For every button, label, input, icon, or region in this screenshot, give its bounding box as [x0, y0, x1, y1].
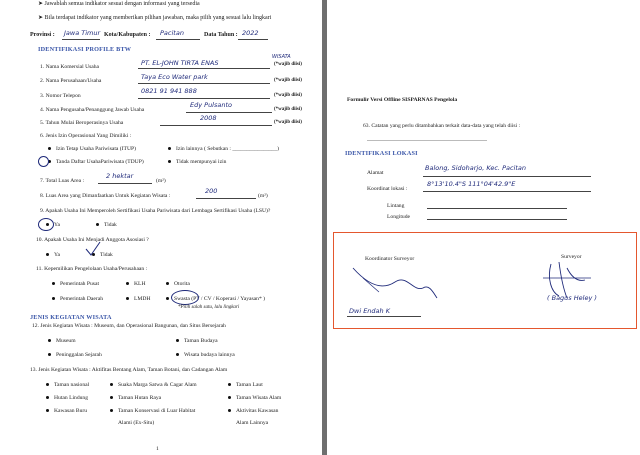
- bujur-label: Longitude: [387, 214, 410, 220]
- section-profile-title: IDENTIFIKASI PROFILE BTW: [38, 46, 132, 53]
- alamat-label: Alamat: [367, 170, 384, 176]
- provinsi-label: Provinsi :: [30, 32, 55, 38]
- instruction-bullet-2: ➤ Bila terdapat indikator yang memberikan pilihan jawaban, maka pilih yang sesuai lalu lingkari: [38, 15, 272, 21]
- q13-c1-3: Kawasan Buru: [46, 408, 87, 414]
- q6-option-4: Tidak mempunyai izin: [168, 159, 226, 165]
- q63-label: 63. Catatan yang perlu ditambahkan terkait data-data yang telah diisi :: [363, 123, 521, 129]
- q13-c1-2: Hutan Lindung: [46, 395, 88, 401]
- q11-option-6: Swasta (PT / CV / Koperasi / Yayasan* ): [166, 296, 265, 302]
- surveyor-label: Surveyor: [561, 254, 582, 260]
- q11-selected-circle: [171, 290, 199, 305]
- q6-option-2: Izin lainnya ( Sebutkan : ________________): [168, 146, 279, 152]
- item-5-value: 2008: [200, 114, 217, 122]
- q7-label: 7. Total Luas Area :: [40, 178, 85, 184]
- q13-c2-1: Suaka Marga Satwa & Cagar Alam: [110, 382, 197, 388]
- alamat-value: Balong, Sidoharjo, Kec. Pacitan: [425, 164, 526, 172]
- item-1-note: (*wajib diisi): [274, 62, 302, 67]
- q10-option-ya: Ya: [46, 252, 60, 258]
- q6-option-1: Izin Tetap Usaha Pariwisata (ITUP): [48, 146, 136, 152]
- q6-selected-circle: [38, 156, 49, 167]
- q9-option-ya: Ya: [46, 222, 60, 228]
- q11-option-3: Otorita: [166, 281, 190, 287]
- q10-label: 10. Apakah Usaha Ini Menjadi Anggota Asosiasi ?: [36, 237, 149, 243]
- coordinator-signature: [349, 262, 439, 308]
- kota-value: Pacitan: [160, 29, 184, 37]
- q8-unit: (m²): [258, 193, 268, 199]
- q10-check-mark: [84, 240, 102, 258]
- surveyor-name: ( Bagus Heley ): [547, 294, 597, 302]
- q12-option-2: Taman Budaya: [176, 338, 218, 344]
- item-2-value: Taya Eco Water park: [141, 73, 208, 81]
- q8-label: 8. Luas Area yang Dimanfaatkan Untuk Kegiatan Wisata :: [40, 193, 171, 199]
- item-5-label: 5. Tahun Mulai Beroperasinya Usaha: [40, 120, 124, 126]
- item-3-value: 0821 91 941 888: [141, 87, 197, 95]
- koordinat-value: 8°13'10.4"S 111°04'42.9"E: [427, 180, 516, 188]
- provinsi-value: Jawa Timur: [64, 29, 101, 37]
- q10-option-tidak: Tidak: [92, 252, 113, 258]
- coordinator-name: Dwi Endah K: [349, 307, 390, 315]
- q13-c3-extra: Alam Lainnya: [236, 420, 269, 426]
- page-number: 1: [156, 446, 159, 452]
- item-4-value: Edy Pulsanto: [190, 101, 233, 109]
- q11-note: *Pilih salah satu, lalu lingkari: [178, 305, 240, 310]
- q9-option-tidak: Tidak: [96, 222, 117, 228]
- item-4-label: 4. Nama Pengusaha/Penanggung Jawab Usaha: [40, 107, 145, 113]
- q11-label: 11. Kepemilikan Pengelolaan Usaha/Perusahaan :: [36, 266, 148, 272]
- q9-label: 9. Apakah Usaha Ini Memperoleh Sertifikasi Usaha Pariwisata dari Lembaga Sertifikasi Usaha (LSU)?: [40, 208, 271, 214]
- tahun-label: Data Tahun :: [204, 32, 238, 38]
- item-1-label: 1. Nama Komersial Usaha: [40, 64, 100, 70]
- q13-c2-extra: Alami (Ex-Situ): [118, 420, 155, 426]
- q7-unit: (m²): [156, 178, 166, 184]
- q11-option-5: LMDH: [126, 296, 150, 302]
- section-activity-title: JENIS KEGIATAN WISATA: [30, 314, 112, 321]
- item-5-note: (*wajib diisi): [274, 120, 302, 125]
- q11-option-1: Pemerintah Pusat: [52, 281, 99, 287]
- q6-label: 6. Jenis Izin Operasional Yang Dimiliki :: [40, 133, 132, 139]
- q7-value: 2 hektar: [106, 172, 134, 180]
- koordinat-label: Koordinat lokasi :: [367, 186, 408, 192]
- tahun-value: 2022: [242, 29, 259, 37]
- q13-label: 13. Jenis Kegiatan Wisata : Aktifitas Bentang Alam, Taman Botani, dan Cadangan Alam: [30, 367, 228, 373]
- instruction-bullet-1: ➤ Jawablah semua indikator sesuai dengan informasi yang tersedia: [38, 1, 200, 7]
- item-3-note: (*wajib diisi): [274, 93, 302, 98]
- item-4-note: (*wajib diisi): [274, 107, 302, 112]
- item-3-label: 3. Nomor Telepon: [40, 93, 81, 99]
- q12-option-1: Museum: [48, 338, 76, 344]
- q13-c3-1: Taman Laut: [228, 382, 263, 388]
- q6-option-3: Tanda Daftar UsahaPariwisata (TDUP): [48, 159, 144, 165]
- q13-c3-3: Aktivitas Kawasan: [228, 408, 278, 414]
- lintang-label: Lintang: [387, 203, 405, 209]
- q12-option-4: Wisata budaya lainnya: [176, 352, 235, 358]
- item-2-label: 2. Nama Perusahaan/Usaha: [40, 78, 102, 84]
- q13-c2-2: Taman Hutan Raya: [110, 395, 161, 401]
- item-2-note: (*wajib diisi): [274, 78, 302, 83]
- q8-value: 200: [205, 187, 218, 195]
- kota-label: Kota/Kabupaten :: [104, 32, 151, 38]
- q11-option-4: Pemerintah Daerah: [52, 296, 103, 302]
- section-location-title: IDENTIFIKASI LOKASI: [345, 150, 418, 157]
- right-page: [327, 0, 640, 455]
- coordinator-label: Koordinator Surveyor: [365, 256, 415, 262]
- item-1-value: PT. EL-JOHN TIRTA ENAS: [141, 59, 219, 67]
- item-1-extra: WISATA: [272, 54, 291, 60]
- q13-c3-2: Taman Wisata Alam: [228, 395, 281, 401]
- q12-option-3: Peninggalan Sejarah: [48, 352, 102, 358]
- q13-c1-1: Taman nasional: [46, 382, 89, 388]
- q11-option-2: KLH: [126, 281, 146, 287]
- q13-c2-3: Taman Konservasi di Luar Habitat: [110, 408, 195, 414]
- form-title: Formulir Versi Offline SISPARNAS Pengelola: [347, 97, 458, 103]
- q12-label: 12. Jenis Kegiatan Wisata : Museum, dan Operasional Bangunan, dan Situs Bersejarah: [32, 323, 226, 329]
